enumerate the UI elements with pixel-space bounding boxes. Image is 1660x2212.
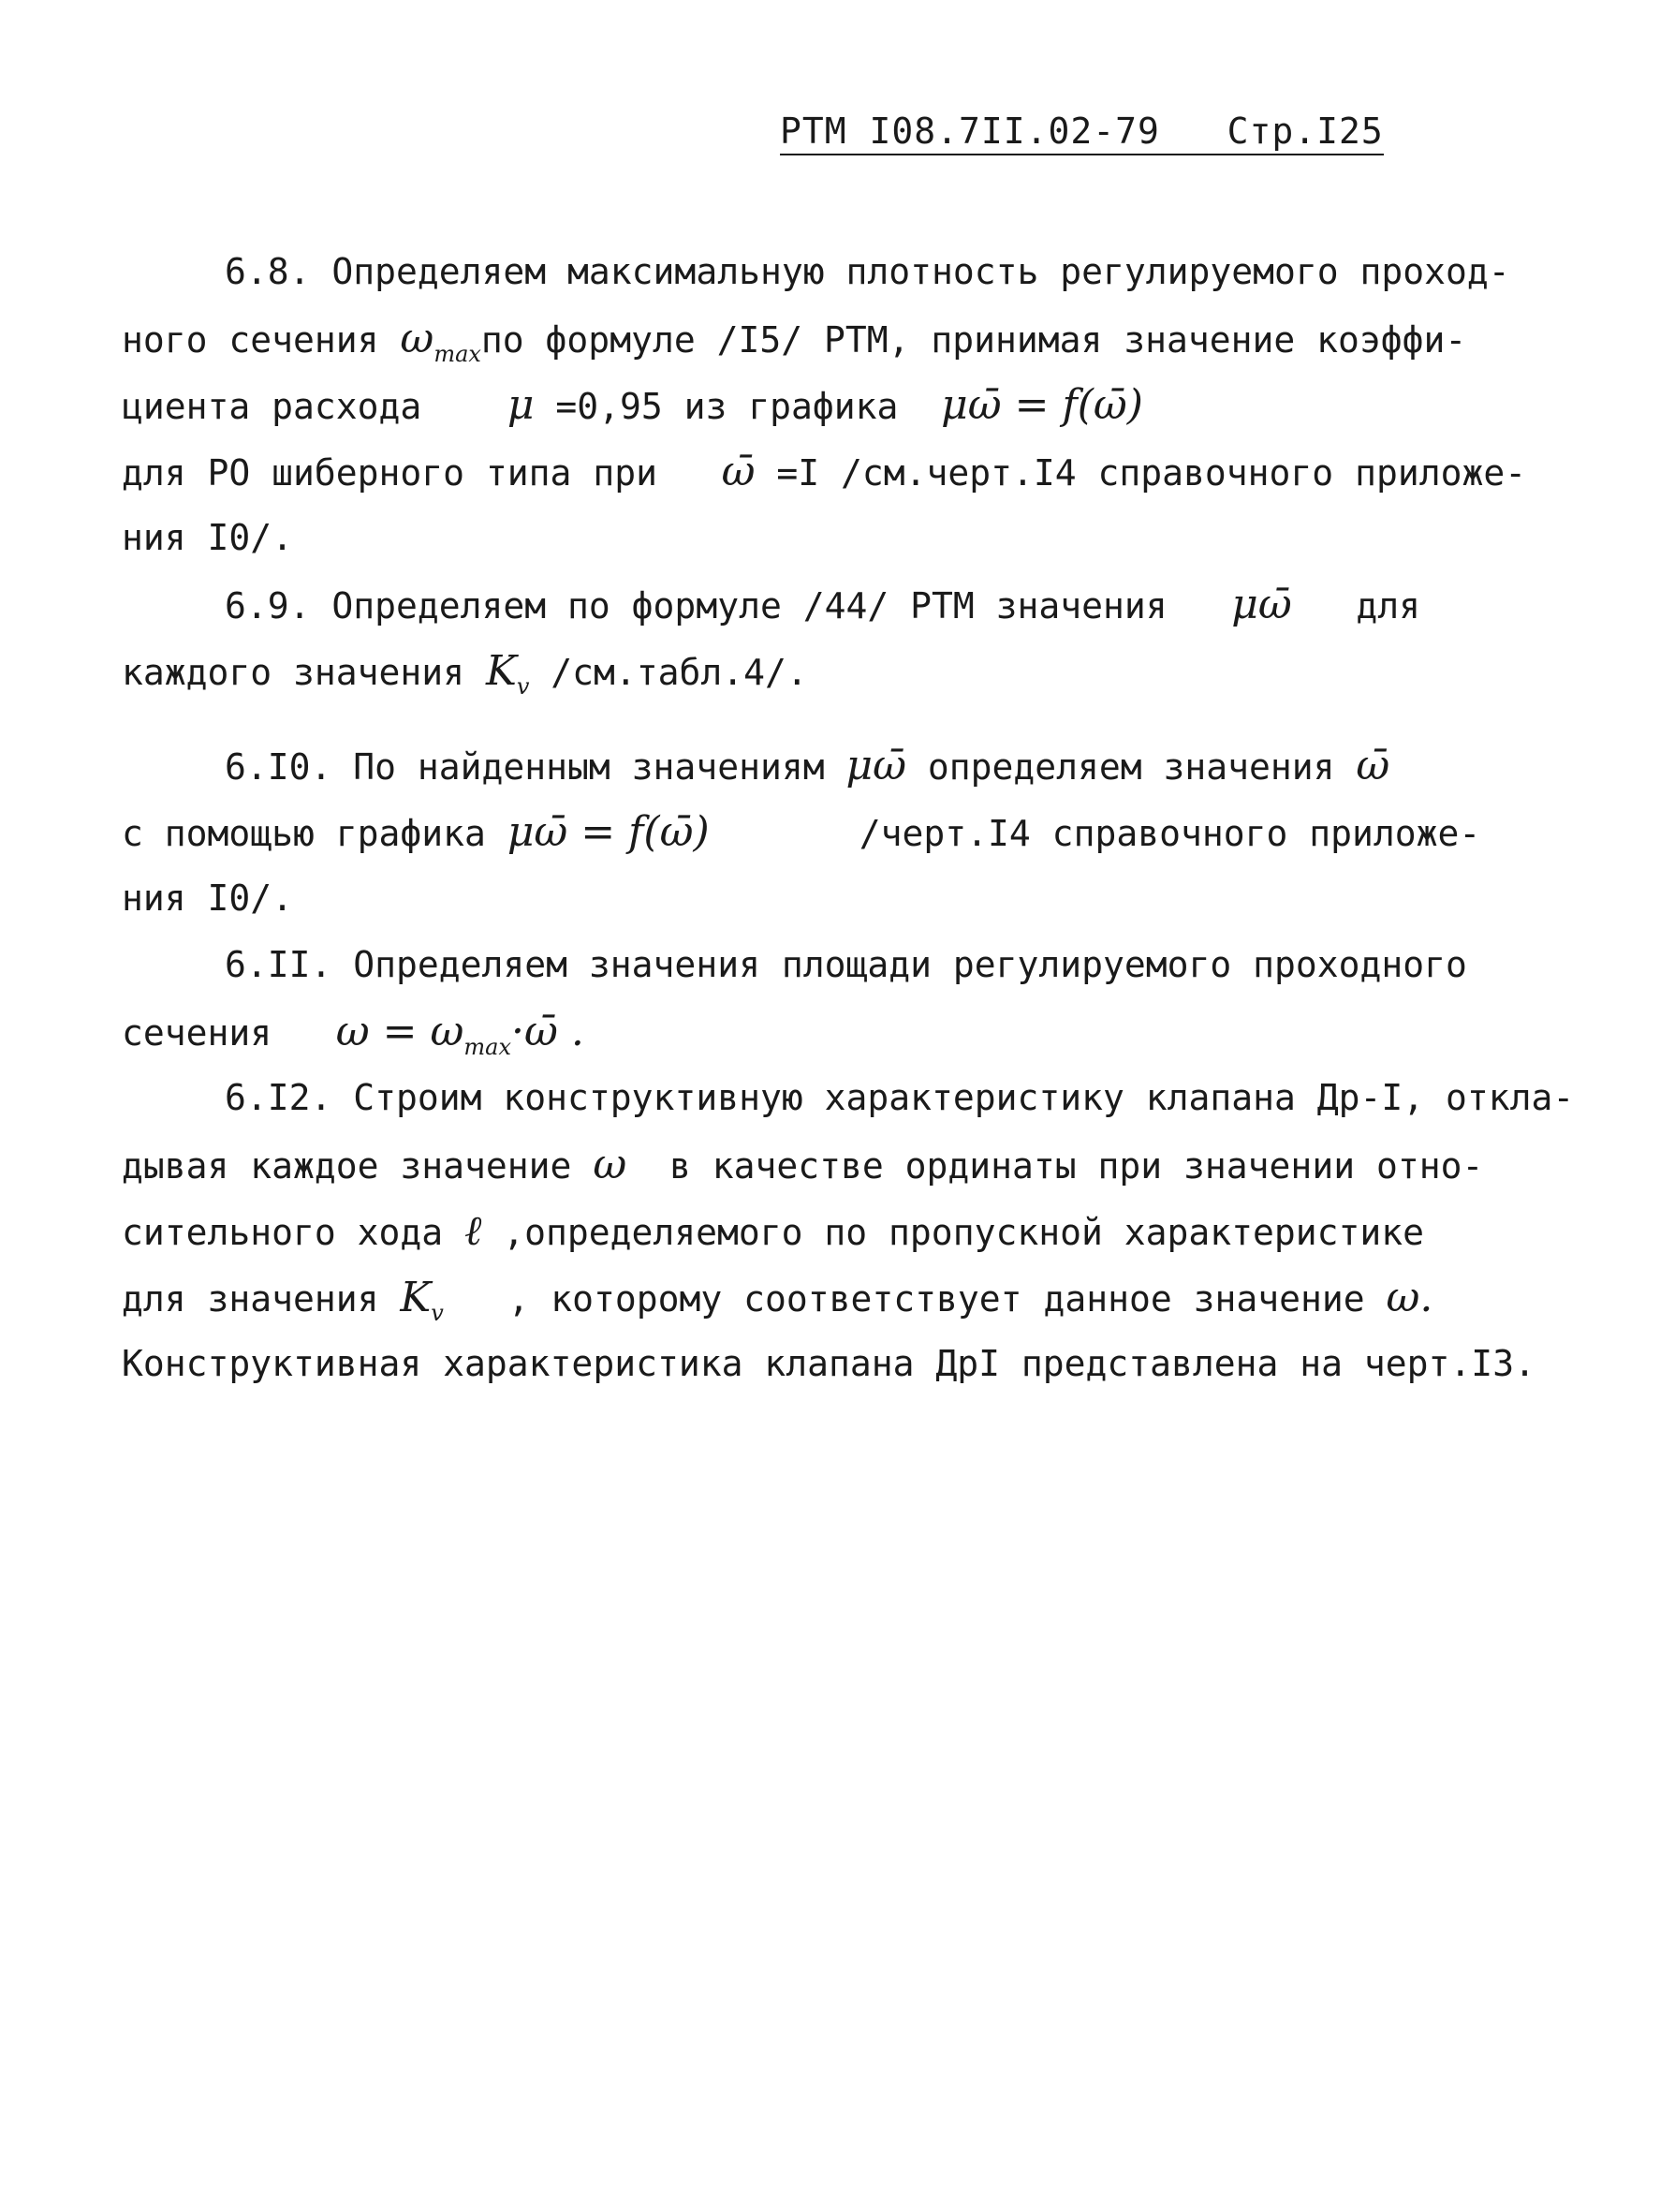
p612-line-1	[122, 1065, 1575, 1131]
formula-mu-omega-function: μω̄ = f(ω̄)	[507, 808, 710, 856]
formula-kv	[485, 647, 530, 700]
subscript: max	[433, 340, 481, 367]
text: сительного хода	[122, 1212, 465, 1253]
p610-line-3	[122, 865, 1545, 932]
text: 6.I0. По найденным значениям	[225, 746, 846, 788]
text: с помощью графика	[122, 813, 507, 854]
formula-mu-omega: μω̄	[845, 742, 906, 789]
text: циента расхода	[122, 386, 444, 427]
p612-line-4	[122, 1264, 1545, 1331]
text: определяем значения	[905, 746, 1357, 788]
p69-line-1	[122, 571, 1545, 638]
text: Конструктивная характеристика клапана ДрI представлена на черт.I3.	[122, 1343, 1535, 1384]
subscript: v	[516, 672, 530, 700]
text: 6.II. Определяем значения площади регулируемого проходного	[225, 944, 1467, 985]
subscript: v	[431, 1299, 444, 1326]
text: 6.I2. Строим конструктивную характеристику клапана Др-I, откла-	[225, 1077, 1575, 1118]
p68-line-3	[122, 372, 1545, 438]
omega-symbol: ω	[400, 315, 434, 362]
page-number: Стр.I25	[1227, 111, 1384, 152]
text: дывая каждое значение	[122, 1145, 594, 1187]
p69-line-2	[122, 638, 1545, 704]
text: , которому соответствует данное значение	[443, 1278, 1387, 1320]
formula-mu: μ	[507, 381, 535, 429]
p68-line-5	[122, 505, 1545, 571]
text: для	[1334, 585, 1421, 627]
p612-line-3	[122, 1198, 1545, 1264]
paragraph-gap	[122, 704, 1545, 732]
formula-mu-omega: μω̄	[1231, 581, 1292, 628]
text: в качестве ординаты при значении отно-	[626, 1145, 1484, 1187]
page-header	[780, 111, 1384, 155]
text: 6.8. Определяем максимальную плотность регулируемого проход-	[225, 251, 1510, 292]
p610-line-1	[122, 732, 1545, 799]
k-symbol: K	[400, 1274, 432, 1321]
document-body	[122, 239, 1575, 1397]
formula-ell: ℓ	[464, 1207, 482, 1255]
text: для РО шиберного типа при	[122, 452, 679, 494]
text: каждого значения	[122, 652, 486, 693]
text: /см.табл.4/.	[529, 652, 808, 693]
p68-line-2	[122, 305, 1545, 372]
formula-part: ·ω̄ .	[511, 1008, 584, 1055]
formula-omega-bar: ω̄	[721, 448, 756, 495]
text: =0,95 из графика	[555, 386, 920, 427]
formula-omega-max	[400, 315, 481, 367]
p612-line-2	[122, 1131, 1545, 1198]
p68-line-1	[122, 239, 1545, 305]
text: сечения	[122, 1012, 294, 1054]
text: ния I0/.	[122, 877, 294, 919]
p612-line-5	[122, 1331, 1545, 1397]
text: по формуле /I5/ РТМ, принимая значение коэффи-	[480, 319, 1467, 361]
text: ния I0/.	[122, 517, 294, 558]
document-code: РТМ I08.7II.02-79	[780, 111, 1160, 152]
formula-omega: ω.	[1386, 1274, 1433, 1321]
formula-omega: ω	[593, 1141, 627, 1188]
formula-omega-area	[335, 1008, 584, 1060]
text: /черт.I4 справочного приложе-	[837, 813, 1481, 854]
text: 6.9. Определяем по формуле /44/ РТМ значения	[225, 585, 1189, 627]
formula-omega-bar: ω̄	[1356, 742, 1390, 789]
p611-line-2	[122, 998, 1545, 1065]
p611-line-1	[122, 932, 1545, 998]
text: ,определяемого по пропускной характеристике	[481, 1212, 1425, 1253]
text: ного сечения	[122, 319, 401, 361]
formula-mu-omega-function: μω̄ = f(ω̄)	[941, 381, 1143, 429]
p610-line-2	[122, 799, 1545, 865]
k-symbol: K	[485, 647, 517, 695]
formula-part: ω = ω	[335, 1008, 464, 1055]
formula-kv	[400, 1274, 444, 1326]
subscript: max	[463, 1033, 512, 1060]
text: для значения	[122, 1278, 401, 1320]
text: =I /см.черт.I4 справочного приложе-	[755, 452, 1527, 494]
p68-line-4	[122, 438, 1545, 505]
